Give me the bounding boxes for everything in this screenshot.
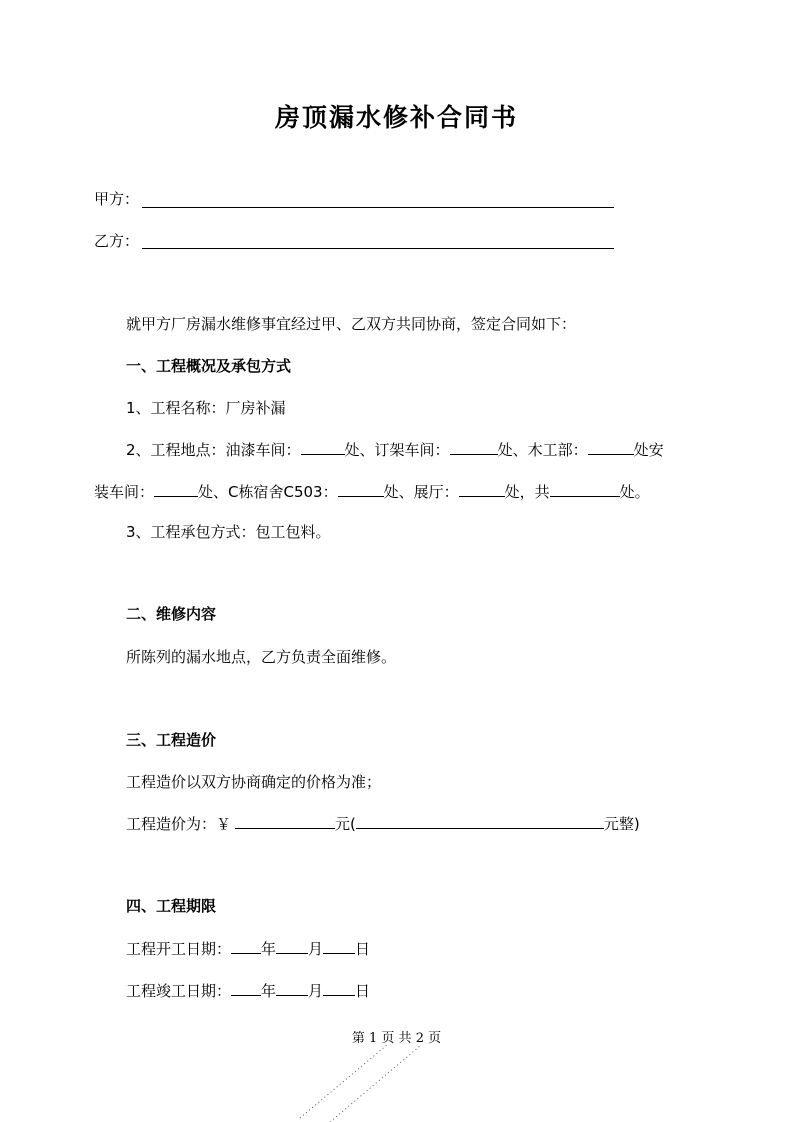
intro-paragraph: 就甲方厂房漏水维修事宜经过甲、乙双方共同协商，签定合同如下： — [126, 315, 577, 333]
start-date-label: 工程开工日期： — [126, 940, 232, 958]
day-label: 日 — [355, 940, 371, 958]
section-2-heading: 二、维修内容 — [126, 605, 217, 623]
location-text: 处安 — [633, 441, 664, 459]
document-title: 房顶漏水修补合同书 — [274, 103, 518, 132]
party-b-label: 乙方： — [94, 232, 140, 250]
party-a-label: 甲方： — [94, 190, 140, 208]
contract-method-item: 3、工程承包方式：包工包料。 — [126, 523, 331, 541]
section-1-heading: 一、工程概况及承包方式 — [126, 357, 292, 375]
location-text: 处、订架车间： — [344, 441, 450, 459]
location-text: 处、木工部： — [497, 441, 588, 459]
location-text: 处、展厅： — [383, 483, 459, 501]
location-text: 处、C栋宿舍C503： — [198, 483, 338, 501]
section-4-heading: 四、工程期限 — [126, 897, 217, 915]
price-prefix: 工程造价为：￥ — [126, 815, 232, 833]
location-text: 处。 — [619, 483, 650, 501]
project-name-item: 1、工程名称：厂房补漏 — [126, 399, 286, 417]
year-label: 年 — [261, 982, 277, 1000]
section-3-text: 工程造价以双方协商确定的价格为准； — [126, 773, 382, 791]
month-label: 月 — [308, 940, 324, 958]
price-suffix: 元整) — [603, 815, 640, 833]
location-text: 装车间： — [94, 483, 155, 501]
location-text: 2、工程地点：油漆车间： — [126, 441, 301, 459]
end-date-label: 工程竣工日期： — [126, 982, 232, 1000]
location-text: 处，共 — [504, 483, 550, 501]
day-label: 日 — [355, 982, 371, 1000]
price-mid: 元( — [335, 815, 356, 833]
month-label: 月 — [308, 982, 324, 1000]
section-3-heading: 三、工程造价 — [126, 731, 217, 749]
section-2-text: 所陈列的漏水地点，乙方负责全面维修。 — [126, 648, 397, 666]
page-footer: 第 1 页 共 2 页 — [351, 1031, 442, 1046]
year-label: 年 — [261, 940, 277, 958]
